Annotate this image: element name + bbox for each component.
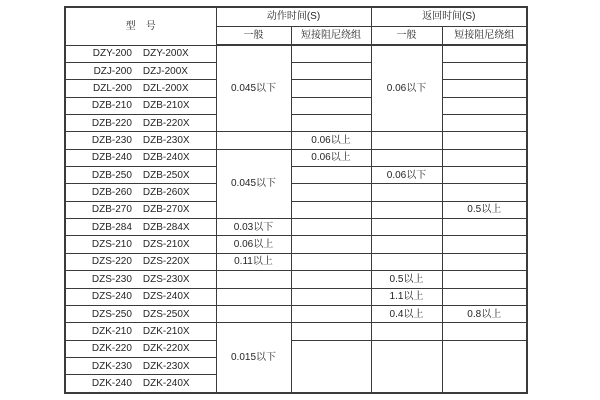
model-cell: [65, 132, 216, 149]
model-name: DZS-210X: [142, 239, 190, 251]
model-name: DZB-240: [91, 152, 132, 164]
table-body: [65, 45, 527, 393]
model-name: DZK-210: [91, 325, 132, 337]
return-general-cell: 0.06以下: [371, 167, 442, 184]
model-name: DZK-240X: [142, 378, 190, 390]
action-damped-cell: [291, 271, 371, 288]
model-cell: [65, 201, 216, 218]
return-general-cell: [371, 340, 442, 393]
action-damped-cell: [291, 80, 371, 97]
model-name: DZY-200X: [142, 48, 189, 60]
return-general-cell: [371, 236, 442, 253]
return-general-cell: [371, 253, 442, 270]
return-damped-cell: [442, 323, 527, 340]
return-general-cell: 0.4以上: [371, 305, 442, 322]
model-name: DZB-260X: [142, 187, 190, 199]
return-damped-cell: [442, 149, 527, 166]
return-damped-cell: [442, 45, 527, 62]
action-general-cell: 0.045以下: [216, 45, 291, 132]
model-name: DZB-250: [91, 169, 132, 181]
model-name: DZB-210: [91, 100, 132, 112]
return-damped-cell: [442, 236, 527, 253]
model-name: DZB-230: [91, 134, 132, 146]
return-damped-cell: [442, 219, 527, 236]
header-action-time: 动作时间(S): [216, 7, 371, 26]
action-damped-cell: [291, 288, 371, 305]
model-name: DZB-250X: [142, 169, 190, 181]
return-general-cell: [371, 132, 442, 149]
model-name: DZK-220: [91, 343, 132, 355]
model-cell: [65, 340, 216, 357]
model-cell: [65, 80, 216, 97]
model-cell: [65, 97, 216, 114]
header-return-time: 返回时间(S): [371, 7, 527, 26]
action-damped-cell: [291, 340, 371, 393]
header-general-return: 一般: [371, 26, 442, 45]
action-general-cell: [216, 288, 291, 305]
return-damped-cell: [442, 80, 527, 97]
action-general-cell: 0.045以下: [216, 149, 291, 218]
model-name: DZK-230: [91, 360, 132, 372]
model-name: DZJ-200: [93, 65, 132, 77]
model-cell: [65, 357, 216, 374]
header-row-groups: [65, 7, 527, 26]
model-name: DZS-220X: [142, 256, 190, 268]
model-name: DZK-240: [91, 378, 132, 390]
model-cell: [65, 305, 216, 322]
table-header: [65, 7, 527, 45]
table-row: [65, 201, 527, 218]
return-damped-cell: [442, 167, 527, 184]
model-name: DZS-220: [91, 256, 132, 268]
table-row: [65, 288, 527, 305]
model-name: DZY-200: [92, 48, 132, 60]
model-name: DZL-200: [93, 82, 132, 94]
model-name: DZB-270: [91, 204, 132, 216]
model-name: DZS-210: [91, 239, 132, 251]
model-name: DZB-220: [91, 117, 132, 129]
action-damped-cell: [291, 201, 371, 218]
action-general-cell: 0.06以上: [216, 236, 291, 253]
header-general-action: 一般: [216, 26, 291, 45]
action-general-cell: 0.015以下: [216, 323, 291, 393]
model-name: DZS-250X: [142, 308, 190, 320]
table-row: [65, 167, 527, 184]
table-row: [65, 114, 527, 131]
table-row: [65, 305, 527, 322]
header-model: 型 号: [65, 7, 216, 45]
return-general-cell: [371, 323, 442, 340]
return-damped-cell: [442, 253, 527, 270]
model-cell: [65, 236, 216, 253]
model-name: DZS-250: [91, 308, 132, 320]
table-row: [65, 236, 527, 253]
model-cell: [65, 167, 216, 184]
model-name: DZB-270X: [142, 204, 190, 216]
action-damped-cell: 0.06以上: [291, 132, 371, 149]
action-damped-cell: [291, 305, 371, 322]
table-row: [65, 45, 527, 62]
model-name: DZK-220X: [142, 343, 190, 355]
return-damped-cell: [442, 132, 527, 149]
model-name: DZB-284: [91, 221, 132, 233]
action-damped-cell: [291, 97, 371, 114]
action-damped-cell: [291, 219, 371, 236]
action-damped-cell: 0.06以上: [291, 149, 371, 166]
model-name: DZS-230: [91, 273, 132, 285]
return-damped-cell: [442, 97, 527, 114]
return-general-cell: [371, 184, 442, 201]
table-row: [65, 62, 527, 79]
return-general-cell: [371, 201, 442, 218]
model-name: DZS-240X: [142, 291, 190, 303]
model-name: DZJ-200X: [142, 65, 188, 77]
table-row: [65, 271, 527, 288]
return-general-cell: 0.06以下: [371, 45, 442, 132]
model-name: DZB-284X: [142, 221, 190, 233]
action-general-cell: 0.03以下: [216, 219, 291, 236]
action-general-cell: [216, 132, 291, 149]
model-cell: [65, 253, 216, 270]
action-damped-cell: [291, 236, 371, 253]
model-name: DZB-210X: [142, 100, 190, 112]
table-row: [65, 323, 527, 340]
model-name: DZS-240: [91, 291, 132, 303]
header-damped-action: 短接阻尼绕组: [291, 26, 371, 45]
return-damped-cell: [442, 62, 527, 79]
table-row: [65, 80, 527, 97]
return-damped-cell: 0.5以上: [442, 201, 527, 218]
return-damped-cell: [442, 114, 527, 131]
table-row: [65, 132, 527, 149]
return-damped-cell: [442, 184, 527, 201]
model-name: DZK-210X: [142, 325, 190, 337]
return-damped-cell: 0.8以上: [442, 305, 527, 322]
model-name: DZK-230X: [142, 360, 190, 372]
return-damped-cell: [442, 340, 527, 393]
model-cell: [65, 323, 216, 340]
action-damped-cell: [291, 167, 371, 184]
model-name: DZB-220X: [142, 117, 190, 129]
action-damped-cell: [291, 184, 371, 201]
action-general-cell: 0.11以上: [216, 253, 291, 270]
return-damped-cell: [442, 271, 527, 288]
model-cell: [65, 149, 216, 166]
model-name: DZB-240X: [142, 152, 190, 164]
model-name: DZL-200X: [142, 82, 189, 94]
action-general-cell: [216, 305, 291, 322]
spec-table: [64, 6, 528, 394]
return-general-cell: 1.1以上: [371, 288, 442, 305]
model-name: DZB-260: [91, 187, 132, 199]
model-name: DZB-230X: [142, 134, 190, 146]
action-damped-cell: [291, 253, 371, 270]
return-general-cell: [371, 219, 442, 236]
return-general-cell: [371, 149, 442, 166]
table-row: [65, 97, 527, 114]
action-damped-cell: [291, 45, 371, 62]
model-cell: [65, 45, 216, 62]
table-row: [65, 184, 527, 201]
model-cell: [65, 114, 216, 131]
model-cell: [65, 271, 216, 288]
return-general-cell: 0.5以上: [371, 271, 442, 288]
table-row: [65, 149, 527, 166]
table-row: [65, 219, 527, 236]
model-name: DZS-230X: [142, 273, 190, 285]
model-cell: [65, 288, 216, 305]
model-cell: [65, 375, 216, 393]
model-cell: [65, 184, 216, 201]
action-damped-cell: [291, 62, 371, 79]
action-damped-cell: [291, 114, 371, 131]
model-cell: [65, 219, 216, 236]
table-row: [65, 253, 527, 270]
return-damped-cell: [442, 288, 527, 305]
action-general-cell: [216, 271, 291, 288]
header-damped-return: 短接阻尼绕组: [442, 26, 527, 45]
model-cell: [65, 62, 216, 79]
action-damped-cell: [291, 323, 371, 340]
table-row: [65, 340, 527, 357]
